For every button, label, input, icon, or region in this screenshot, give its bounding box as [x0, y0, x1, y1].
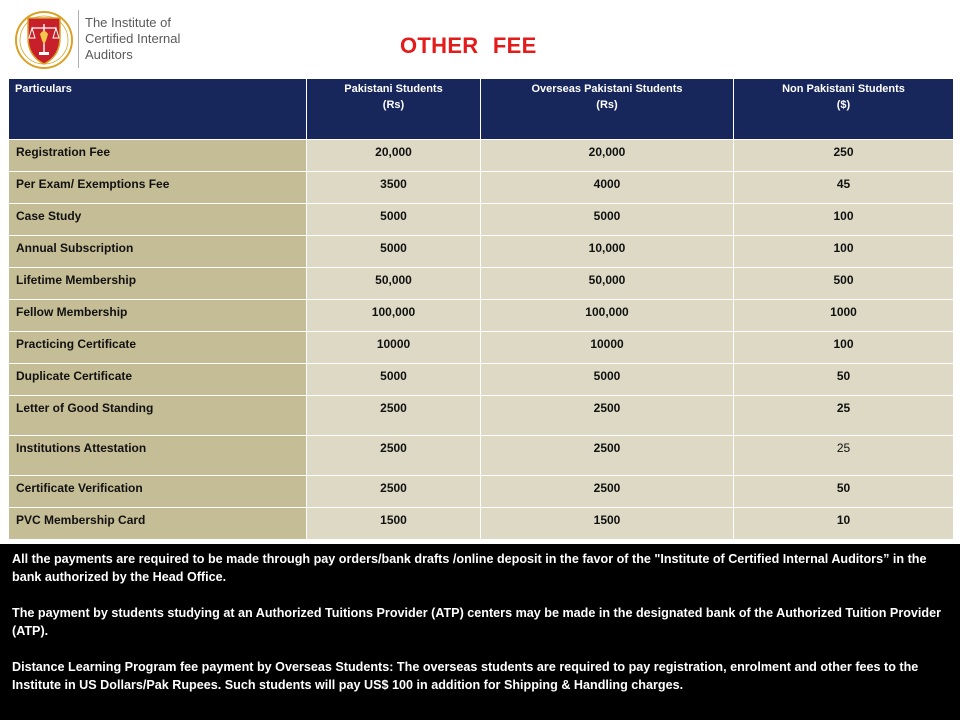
fee-overseas: 10,000: [481, 236, 734, 268]
fee-label: Per Exam/ Exemptions Fee: [9, 172, 307, 204]
fee-non-pakistani: 45: [734, 172, 954, 204]
fee-overseas: 1500: [481, 508, 734, 540]
table-row: [9, 300, 954, 332]
fee-overseas: 2500: [481, 476, 734, 508]
fee-pakistani: 3500: [307, 172, 481, 204]
payment-notes: [0, 544, 960, 720]
fee-overseas: 5000: [481, 364, 734, 396]
table-row: [9, 508, 954, 540]
column-header-text: Non Pakistani Students: [782, 83, 905, 95]
table-row: [9, 204, 954, 236]
column-header-unit: ($): [836, 99, 851, 111]
institute-name-line: Auditors: [85, 47, 133, 62]
column-header-unit: (Rs): [596, 99, 618, 111]
icca-logo: [14, 4, 74, 76]
fee-non-pakistani: 100: [734, 332, 954, 364]
fee-non-pakistani: 10: [734, 508, 954, 540]
institute-name-line: The Institute of: [85, 15, 171, 30]
fee-pakistani: 100,000: [307, 300, 481, 332]
fee-overseas: 2500: [481, 436, 734, 476]
fee-pakistani: 5000: [307, 204, 481, 236]
fee-pakistani: 5000: [307, 364, 481, 396]
page-title: OTHER FEE: [400, 33, 537, 58]
fee-non-pakistani: 250: [734, 140, 954, 172]
fee-label: Lifetime Membership: [9, 268, 307, 300]
fee-pakistani: 2500: [307, 476, 481, 508]
table-row: [9, 364, 954, 396]
table-row: [9, 268, 954, 300]
fee-pakistani: 50,000: [307, 268, 481, 300]
note-paragraph: All the payments are required to be made through pay orders/bank drafts /online deposit in the favor of the "Institute of Certified Internal Auditors” in the bank authorized by the Head Office.: [12, 552, 927, 584]
fee-overseas: 10000: [481, 332, 734, 364]
fee-overseas: 4000: [481, 172, 734, 204]
fee-label: Practicing Certificate: [9, 332, 307, 364]
fee-pakistani: 2500: [307, 436, 481, 476]
fee-non-pakistani: 100: [734, 236, 954, 268]
column-header-overseas-pakistani-students: [481, 79, 734, 140]
institute-name: [85, 15, 180, 63]
column-header-text: Overseas Pakistani Students: [531, 83, 683, 95]
fee-pakistani: 1500: [307, 508, 481, 540]
table-row: [9, 332, 954, 364]
table-row: [9, 236, 954, 268]
table-row: [9, 436, 954, 476]
institute-name-line: Certified Internal: [85, 31, 181, 46]
column-header-particulars: [9, 79, 307, 140]
column-header-text: Pakistani Students: [344, 83, 443, 95]
column-header-pakistani-students: [307, 79, 481, 140]
table-row: [9, 396, 954, 436]
fee-label: Fellow Membership: [9, 300, 307, 332]
fee-non-pakistani: 500: [734, 268, 954, 300]
note-paragraph: Distance Learning Program fee payment by Overseas Students: The overseas students are required to pay registration, enrolment and other fees to the Institute in US Dollars/Pak Rupees. Such students will pay US$ 100 in addition for Shipping & Handling charges.: [12, 660, 919, 692]
fee-pakistani: 2500: [307, 396, 481, 436]
fee-overseas: 50,000: [481, 268, 734, 300]
fee-non-pakistani: 50: [734, 476, 954, 508]
fee-label: Registration Fee: [9, 140, 307, 172]
fee-label: Certificate Verification: [9, 476, 307, 508]
fee-label: Letter of Good Standing: [9, 396, 307, 436]
column-header-non-pakistani-students: [734, 79, 954, 140]
fee-overseas: 100,000: [481, 300, 734, 332]
column-header-text: Particulars: [15, 83, 72, 95]
table-header-row: [9, 79, 954, 140]
fee-non-pakistani: 25: [734, 436, 954, 476]
table-row: [9, 140, 954, 172]
icca-shield-logo-icon: [14, 4, 74, 76]
fee-non-pakistani: 25: [734, 396, 954, 436]
fee-overseas: 5000: [481, 204, 734, 236]
fee-label: Case Study: [9, 204, 307, 236]
table-row: [9, 476, 954, 508]
fee-overseas: 2500: [481, 396, 734, 436]
fee-pakistani: 20,000: [307, 140, 481, 172]
logo-divider: [78, 10, 79, 68]
fee-overseas: 20,000: [481, 140, 734, 172]
fee-label: Institutions Attestation: [9, 436, 307, 476]
table-row: [9, 172, 954, 204]
fee-label: Annual Subscription: [9, 236, 307, 268]
fee-label: Duplicate Certificate: [9, 364, 307, 396]
fee-non-pakistani: 1000: [734, 300, 954, 332]
note-paragraph: The payment by students studying at an Authorized Tuitions Provider (ATP) centers may be made in the designated bank of the Authorized Tuition Provider (ATP).: [12, 606, 942, 638]
fee-table: [8, 79, 954, 540]
fee-non-pakistani: 50: [734, 364, 954, 396]
column-header-unit: (Rs): [382, 99, 405, 111]
fee-pakistani: 10000: [307, 332, 481, 364]
fee-pakistani: 5000: [307, 236, 481, 268]
fee-non-pakistani: 100: [734, 204, 954, 236]
fee-label: PVC Membership Card: [9, 508, 307, 540]
